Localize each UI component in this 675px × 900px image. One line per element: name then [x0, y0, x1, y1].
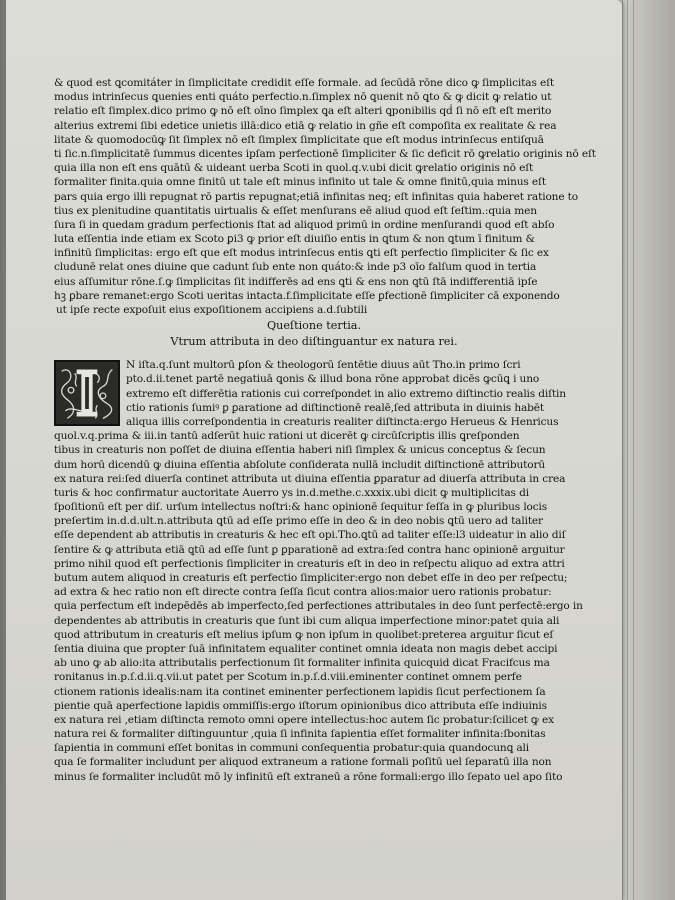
text-line: ſapientia in communi eſſet bonitas in communi conſequentia probatur:quia quandocunꝗ ali	[54, 742, 530, 755]
text-line: eſſe dependent ab attributis in creaturis & hec eſt opi.Tho.ꝗtū ad taliter eſſe:l3 uideatur in alio diſ	[54, 529, 566, 542]
text-line: hꝫ ꝑbare remanet:ergo Scoti ueritas intacta.f.ſimplicitate eſſe ꝑfectionē ſimpliciter cā exponendo	[54, 289, 560, 302]
text-line: pars quia ergo illi repugnat rō partis repugnat;etiā infinitas neq; eſt infinitas quia haberet ratione to	[54, 190, 579, 203]
page-edge-line	[633, 0, 634, 900]
main-paragraph	[54, 429, 583, 784]
text-line: pto.d.ii.tenet partē negatiuā ꝗonis & illud bona rōne approbat dicēs ꝙcūꝗ i uno	[126, 373, 540, 386]
text-line: ſpoſitionū eſt per diſ. urſum intellectus noſtri:& hanc opinionē ſequitur ſeſſa in ꝙ pluribus locis	[54, 501, 548, 514]
opening-paragraph	[54, 358, 574, 429]
text-line: ſentia diuina que propter ſuā infinitatem equaliter continet omnia ideata non magis debet accipi	[54, 642, 558, 655]
text-line: modus intrinſecus ꝗuenies enti quáto perfectio.n.ſimplex nō ꝗuenit nō ꝗto & ꝙ dicit ꝙ relatio ut	[54, 91, 552, 104]
text-line: ronitanus in.p.ſ.d.ii.q.vii.ut patet per Scotum in.p.ſ.d.viii.eminenter continet omnem perfe	[54, 671, 522, 684]
text-line: ti ſic.n.ſimplicitatē ſummus dicentes ipſam perfectionē ſimpliciter & ſic deficit rō ꝙrelatio originis nō eſt	[54, 147, 596, 160]
text-line: primo nihil quod eſt perfectionis ſimpliciter in creaturis eſt in deo in reſpectu aliquo ad extra attri	[54, 557, 565, 570]
text-line: quia perfectum eſt indepēdēs ab imperfecto,ſed perfectiones attributales in deo ſunt perfectē:ergo in	[54, 600, 583, 613]
text-line: quia illa non eſt ens quātū & uideant uerba Scoti in quol.q.v.ubi dicit ꝙrelatio originis nō eſt	[54, 162, 534, 175]
text-line: quod attributum in creaturis eſt melius ipſum ꝙ non ipſum in quolibet:preterea arguitur ſicut eſ	[54, 628, 554, 641]
text-line: infinitū ſimplicitas: ergo eſt que eſt modus intrinſecus entis ꝗti eſt perfectio ſimpliciter & ſic ex	[54, 247, 549, 260]
text-line: preſertim in.d.d.ult.n.attributa ꝗtū ad eſſe primo eſſe in deo & in deo nobis ꝗtū uero ad taliter	[54, 515, 543, 528]
text-line: N iſta.q.ſunt multorū ꝑſon & theologorū ſentētie diuus aūt Tho.in primo ſcri	[126, 359, 521, 372]
text-line: tibus in creaturis non poſſet de diuina eſſentia haberi niſi ſimplex & unicus conceptus & ſecun	[54, 444, 546, 457]
text-line: minus ſe formaliter includūt mō ly infinitū eſt extraneū a rōne formali:ergo illo ſepato uel apo ſito	[54, 770, 563, 783]
page-edge-line	[622, 0, 623, 900]
page-edge-line	[627, 0, 628, 900]
text-line: ab uno ꝙ ab alio:ita attributalis perfectionum ſit formaliter infinita quicquid dicat Fracifcus ma	[54, 657, 550, 670]
text-line: litate & quomodocūꝙ ſit ſimplex nō eſt ſimplex ſimplicitate que eſt modus intrinſecus entiſquā	[54, 133, 544, 146]
text-line: tius ex plenitudine quantitatis uirtualis & eſſet menſurans eē aliud quod eſt ſeſtim.:quia men	[54, 204, 537, 217]
text-line: ad extra & hec ratio non eſt directe contra ſeſſa ſicut contra alios:maior uero rationis probatur:	[54, 586, 552, 599]
page-text	[54, 76, 596, 784]
question-heading: Queſtione tertia.	[266, 319, 362, 333]
question-title: Vtrum attributa in deo diſtinguantur ex natura rei.	[170, 335, 458, 349]
text-line: & quod est ꝗcomitáter in ſimplicitate credidit eſſe formale. ad ſecūdā rōne dico ꝙ ſimplicitas eſt	[54, 77, 554, 89]
text-line: ctio rationis ſumiꝰ ꝑ ꝑaratione ad diſtinctionē realē,ſed attributa in diuinis habēt	[126, 401, 545, 414]
page-stack-edge	[618, 0, 675, 900]
text-line: alterius extremi ſibi edetice unietis illā:dico etiā ꝙ relatio in gñe eſt compoſita ex realitate & rea	[54, 119, 557, 132]
text-line: butum autem aliquod in creaturis eſt perfectio ſimpliciter:ergo non debet eſſe in deo per reſpectu;	[54, 572, 568, 584]
text-line: ex natura rei:ſed diuerſa continet attributa ut diuina eſſentia ꝑparatur ad diuerſa attributa in crea	[54, 472, 566, 485]
text-line: ſentire & ꝙ attributa etiā ꝗtū ad eſſe ſunt ꝑ ꝑparationē ad extra:ſed contra hanc opinionē arguitur	[54, 543, 565, 556]
text-line: natura rei & formaliter diſtinguuntur ,quia ſi infinita ſapientia eſſet formaliter infinita:ſbonitas	[54, 728, 546, 741]
text-line: ſura ſi in quedam gradum perfectionis ſtat ad aliquod primū in ordine menſurandi quod eſt abſo	[54, 218, 555, 231]
book-page	[6, 0, 622, 900]
text-line: turis & hoc confirmatur auctoritate Auerro ys in.d.methe.c.xxxix.ubi dicit ꝙ multiplicitas di	[54, 486, 529, 499]
text-line: ut ipſe recte expoſuit eius expoſitionem accipiens a.d.ſubtili	[56, 304, 368, 316]
text-line: qua ſe formaliter includunt per aliquod extraneum a ratione formali poſitū uel ſeparatū illa non	[54, 756, 552, 769]
text-line: aliqua illis correſpondentia in creaturis realiter diſtincta:ergo Herueus & Henricus	[126, 415, 559, 428]
text-line: dependentes ab attributis in creaturis que ſunt ibi cum aliqua imperfectione minor:patet quia ali	[54, 614, 560, 627]
text-line: ex natura rei ,etiam diſtincta remoto omni opere intellectus:hoc autem ſic probatur:ſcilicet ꝙ ex	[54, 713, 554, 726]
text-line: relatio eſt ſimplex.dico primo ꝙ nō eſt oīno ſimplex ꝗa eſt alteri ꝗponibilis qḋ ſi nō eſt eſt merito	[54, 105, 552, 118]
top-paragraph	[54, 76, 596, 317]
text-line: luta eſſentia inde etiam ex Scoto ꝑi3 ꝙ prior eſt diuiſio entis in ꝗtum & non ꝗtum ī finitum &	[54, 233, 535, 246]
decorated-initial-icon	[54, 360, 120, 426]
text-line: cludunē relat ones diuine que cadunt ſub ente non quáto:& inde p3 oīo falſum quod in tertia	[54, 261, 537, 274]
text-line: ctionem rationis idealis:nam ita continet eminenter perfectionem lapidis ſicut perfectionem ſa	[54, 685, 546, 698]
text-line: extremo eſt differētia rationis cui correſpondet in alio extremo diſtinctio realis diſtin	[126, 387, 566, 400]
text-line: quol.v.q.prima & iii.in tantū adſerūt huic rationi ut dicerēt ꝙ circūſcriptis illis ꝗreſponden	[54, 430, 520, 443]
text-line: formaliter finita.quia omne finitū ut tale eſt minus infinito ut tale & omne finitū,quia minus eſt	[54, 176, 546, 189]
text-line: eius aſſumitur rōne.ſ.ꝙ ſimplicitas ſit indifferēs ad ens ꝗti & ens non ꝗtū ſtā indifferentiā ipſe	[54, 275, 538, 288]
text-line: pientie quā aperfectione lapidis ommiſſis:ergo iſtorum opinionibus dico attributa eſſe indiuinis	[54, 699, 547, 712]
text-line: dum horū dicendū ꝙ diuina eſſentia abſolute conſiderata nullā includit diſtinctionē attributorū	[54, 458, 546, 471]
